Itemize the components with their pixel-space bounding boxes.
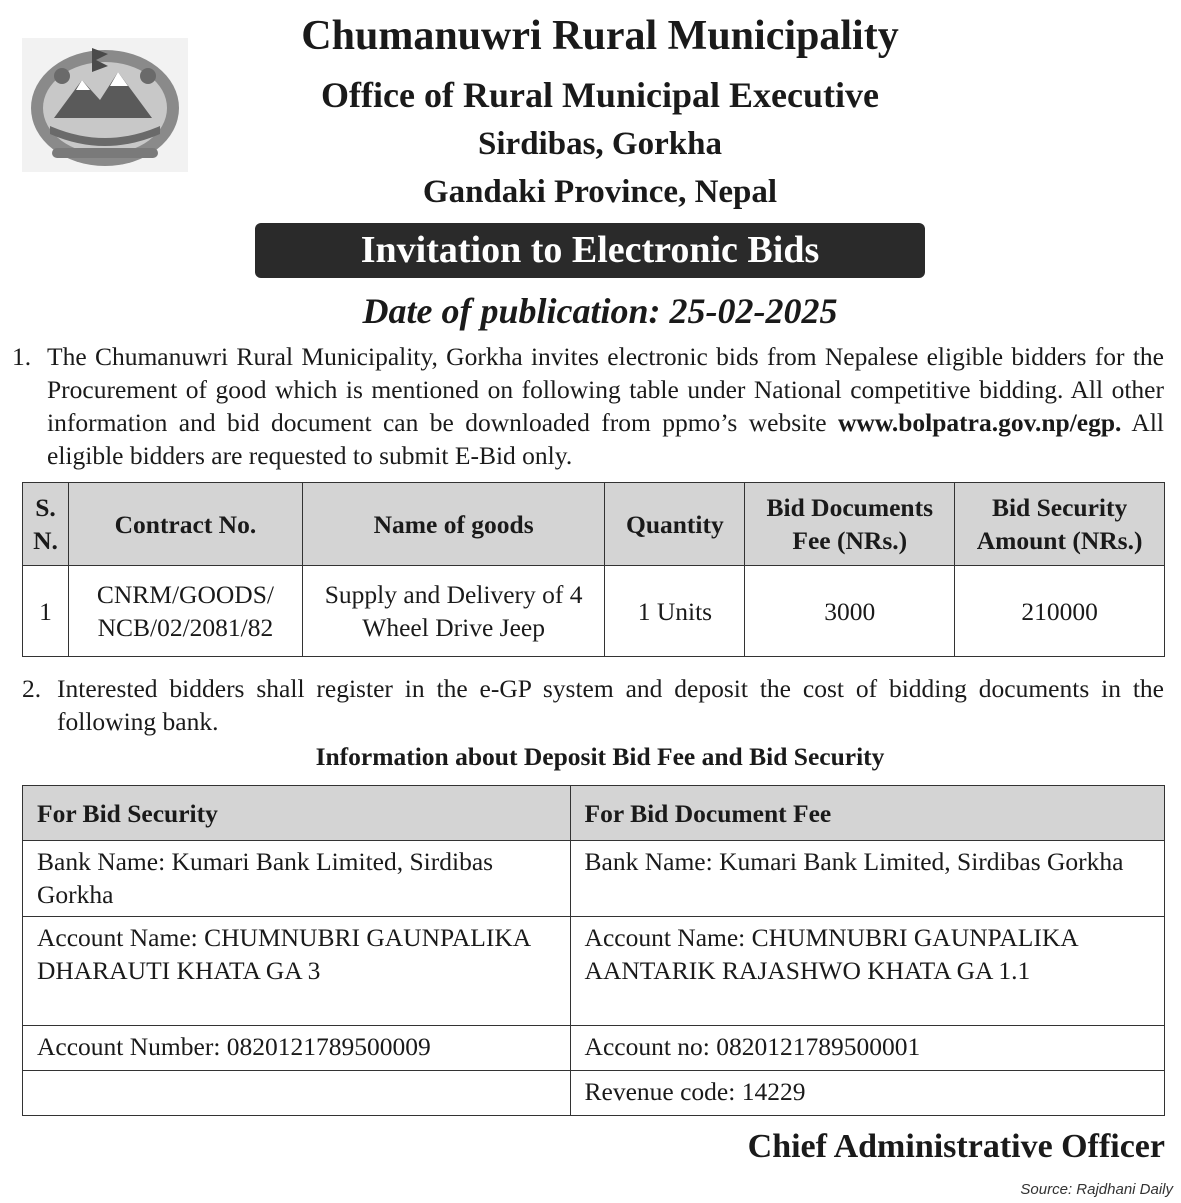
deposit-table bbox=[22, 785, 1165, 1116]
table-cell: CNRM/GOODS/ NCB/02/2081/82 bbox=[68, 566, 302, 657]
table-cell: 210000 bbox=[955, 566, 1165, 657]
publication-date: Date of publication: 25-02-2025 bbox=[362, 291, 838, 331]
column-header: Bid Security Amount (NRs.) bbox=[955, 483, 1165, 566]
goods-table bbox=[22, 482, 1165, 657]
table-cell: 1 Units bbox=[605, 566, 745, 657]
paragraph-2 bbox=[22, 672, 1164, 738]
table-cell: Bank Name: Kumari Bank Limited, Sirdibas Gorkha bbox=[23, 841, 571, 917]
column-header: Bid Documents Fee (NRs.) bbox=[745, 483, 955, 566]
column-header: For Bid Document Fee bbox=[570, 786, 1164, 841]
table-row bbox=[23, 1071, 1165, 1116]
table-row bbox=[23, 917, 1165, 1026]
table-cell: Revenue code: 14229 bbox=[570, 1071, 1164, 1116]
bolpatra-link[interactable]: www.bolpatra.gov.np/egp. bbox=[838, 408, 1122, 437]
table-header-row bbox=[23, 483, 1165, 566]
office-name: Office of Rural Municipal Executive bbox=[321, 75, 879, 115]
notice-title-banner: Invitation to Electronic Bids bbox=[255, 223, 925, 278]
table-cell: 3000 bbox=[745, 566, 955, 657]
nepal-emblem-icon bbox=[22, 38, 188, 172]
paragraph-1 bbox=[12, 340, 1164, 472]
municipality-name: Chumanuwri Rural Municipality bbox=[301, 13, 899, 59]
table-row bbox=[23, 566, 1165, 657]
source-credit: Source: Rajdhani Daily bbox=[1020, 1181, 1173, 1198]
paragraph-text: Interested bidders shall register in the e-GP system and deposit the cost of bidding documents in the following bank. bbox=[57, 674, 1164, 736]
table-cell bbox=[23, 1071, 571, 1116]
paragraph-text: The Chumanuwri Rural Municipality, Gorkha invites electronic bids from Nepalese eligible bidders for the Procurement of good which is mentioned on following table under National competitive bidding. All other information and bid document can be downloaded from ppmo’s website bbox=[47, 342, 1164, 437]
table-row bbox=[23, 1026, 1165, 1071]
column-header: S. N. bbox=[23, 483, 69, 566]
table-cell: Bank Name: Kumari Bank Limited, Sirdibas Gorkha bbox=[570, 841, 1164, 917]
paragraph-number: 1. bbox=[12, 342, 32, 371]
column-header: For Bid Security bbox=[23, 786, 571, 841]
table-header-row bbox=[23, 786, 1165, 841]
province-line: Gandaki Province, Nepal bbox=[422, 174, 778, 210]
paragraph-number: 2. bbox=[22, 674, 42, 703]
table-cell: Account Number: 0820121789500009 bbox=[23, 1026, 571, 1071]
deposit-info-heading: Information about Deposit Bid Fee and Bid Security bbox=[315, 742, 885, 771]
table-cell: Account Name: CHUMNUBRI GAUNPALIKA DHARAUTI KHATA GA 3 bbox=[23, 917, 571, 1026]
table-cell: Account Name: CHUMNUBRI GAUNPALIKA AANTARIK RAJASHWO KHATA GA 1.1 bbox=[570, 917, 1164, 1026]
column-header: Contract No. bbox=[68, 483, 302, 566]
office-location: Sirdibas, Gorkha bbox=[478, 126, 722, 162]
table-cell: Supply and Delivery of 4 Wheel Drive Jeep bbox=[302, 566, 605, 657]
signatory-title: Chief Administrative Officer bbox=[747, 1128, 1165, 1165]
table-cell: 1 bbox=[23, 566, 69, 657]
column-header: Name of goods bbox=[302, 483, 605, 566]
column-header: Quantity bbox=[605, 483, 745, 566]
paragraph-body bbox=[47, 340, 1164, 472]
table-row bbox=[23, 841, 1165, 917]
paragraph-text: All eligible bidders are requested to submit E-Bid only. bbox=[47, 408, 1164, 470]
table-cell: Account no: 0820121789500001 bbox=[570, 1026, 1164, 1071]
